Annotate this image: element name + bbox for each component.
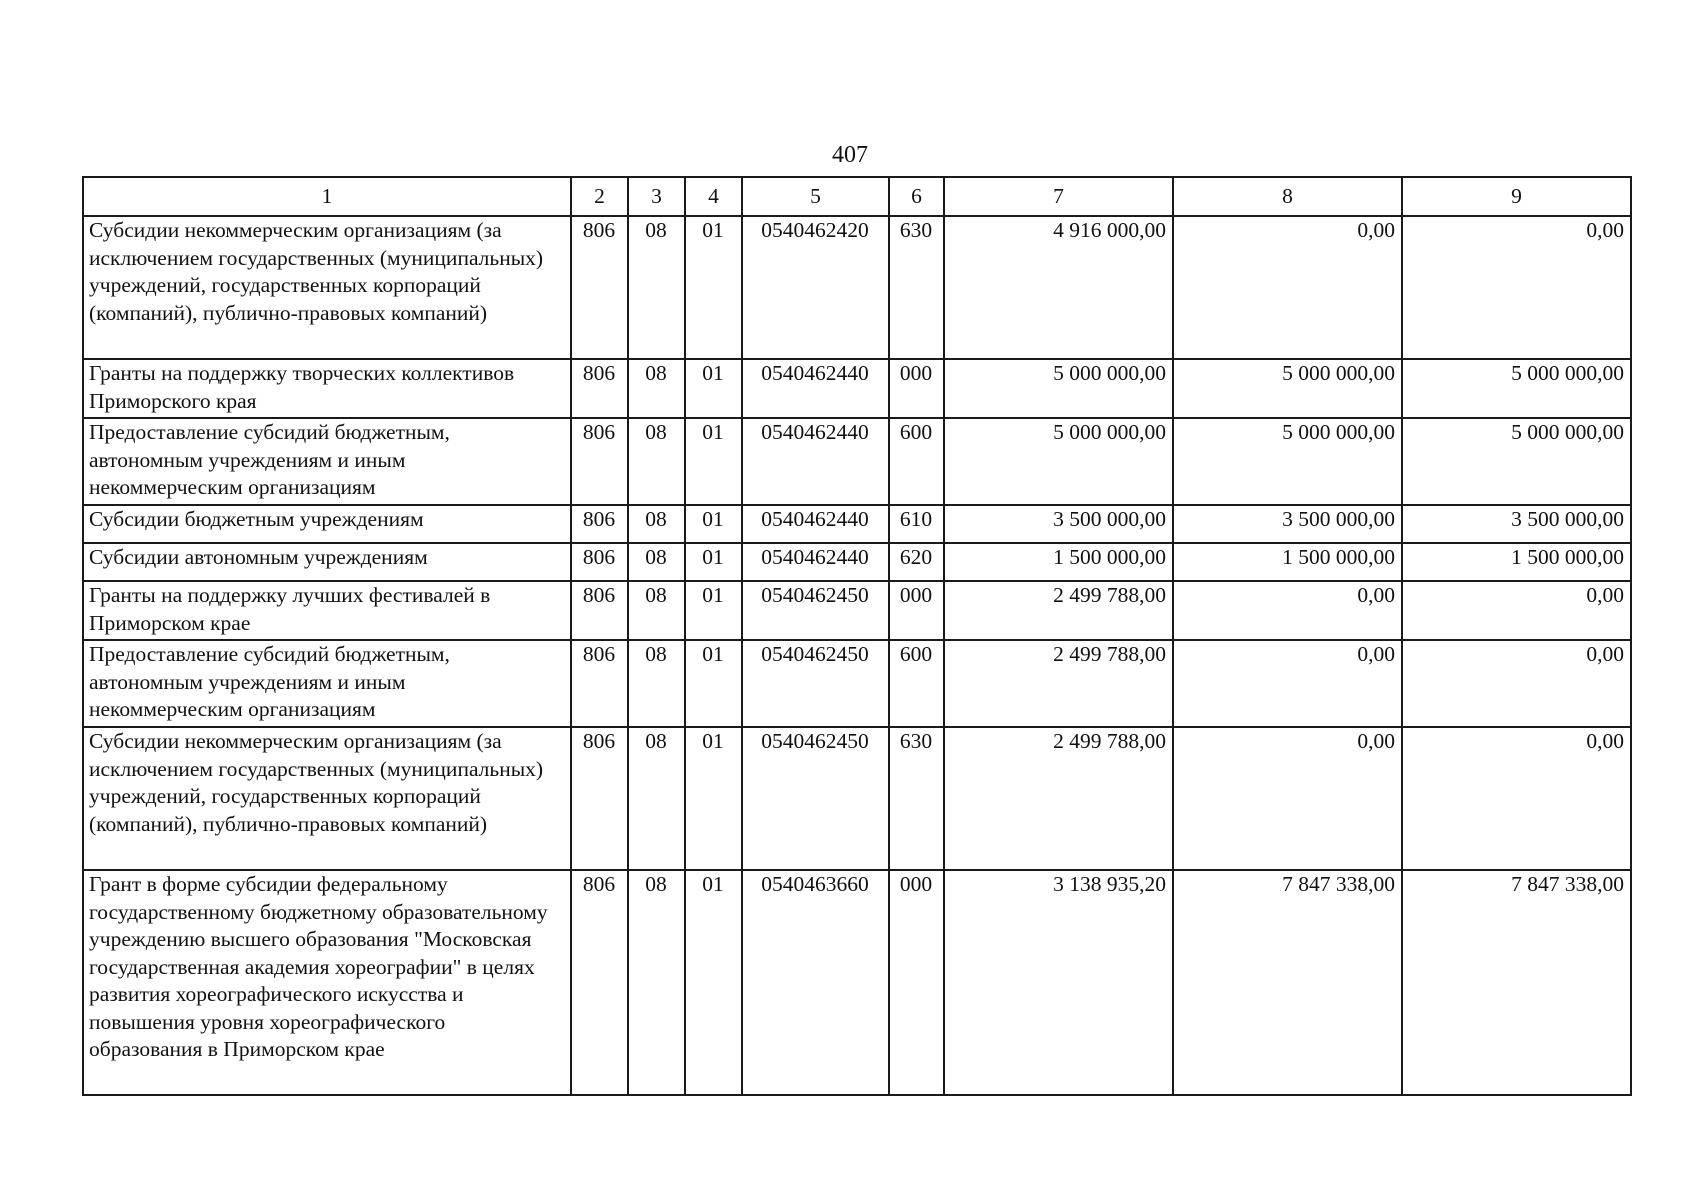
- table-row: [83, 359, 1631, 418]
- target-article-code: 0540463660: [742, 870, 889, 1095]
- expense-type-code: 000: [889, 359, 944, 418]
- ministry-code: 806: [571, 543, 628, 581]
- target-article-code: 0540462440: [742, 505, 889, 543]
- target-article-code: 0540462450: [742, 640, 889, 727]
- section-code: 08: [628, 216, 685, 359]
- column-header: 3: [628, 177, 685, 216]
- subsection-code: 01: [685, 505, 742, 543]
- section-code: 08: [628, 418, 685, 505]
- amount-col-7: 1 500 000,00: [944, 543, 1173, 581]
- amount-col-9: 0,00: [1402, 727, 1631, 870]
- ministry-code: 806: [571, 216, 628, 359]
- amount-col-9: 3 500 000,00: [1402, 505, 1631, 543]
- expense-type-code: 000: [889, 870, 944, 1095]
- subsection-code: 01: [685, 581, 742, 640]
- subsection-code: 01: [685, 359, 742, 418]
- section-code: 08: [628, 505, 685, 543]
- row-description: Предоставление субсидий бюджетным, автономным учреждениям и иным некоммерческим организациям: [83, 640, 571, 727]
- ministry-code: 806: [571, 640, 628, 727]
- column-header: 4: [685, 177, 742, 216]
- amount-col-8: 5 000 000,00: [1173, 359, 1402, 418]
- amount-col-8: 0,00: [1173, 727, 1402, 870]
- expense-type-code: 630: [889, 727, 944, 870]
- target-article-code: 0540462450: [742, 581, 889, 640]
- row-description: Гранты на поддержку лучших фестивалей в Приморском крае: [83, 581, 571, 640]
- table-row: [83, 870, 1631, 1095]
- expense-type-code: 630: [889, 216, 944, 359]
- row-description: Предоставление субсидий бюджетным, автономным учреждениям и иным некоммерческим организациям: [83, 418, 571, 505]
- subsection-code: 01: [685, 216, 742, 359]
- table-row: [83, 640, 1631, 727]
- subsection-code: 01: [685, 418, 742, 505]
- amount-col-7: 5 000 000,00: [944, 418, 1173, 505]
- subsection-code: 01: [685, 727, 742, 870]
- section-code: 08: [628, 543, 685, 581]
- amount-col-9: 0,00: [1402, 216, 1631, 359]
- row-description: Субсидии бюджетным учреждениям: [83, 505, 571, 543]
- ministry-code: 806: [571, 505, 628, 543]
- column-header: 8: [1173, 177, 1402, 216]
- amount-col-9: 5 000 000,00: [1402, 359, 1631, 418]
- page-number: 407: [832, 142, 868, 168]
- row-description: Грант в форме субсидии федеральному государственному бюджетному образовательному учреждению высшего образования "Московская государственная академия хореографии" в целях развития хореографического искусства и повышения уровня хореографического образования в Приморском крае: [83, 870, 571, 1095]
- table-row: [83, 581, 1631, 640]
- ministry-code: 806: [571, 581, 628, 640]
- ministry-code: 806: [571, 418, 628, 505]
- section-code: 08: [628, 727, 685, 870]
- ministry-code: 806: [571, 870, 628, 1095]
- ministry-code: 806: [571, 359, 628, 418]
- amount-col-7: 3 500 000,00: [944, 505, 1173, 543]
- amount-col-9: 1 500 000,00: [1402, 543, 1631, 581]
- section-code: 08: [628, 640, 685, 727]
- amount-col-9: 0,00: [1402, 640, 1631, 727]
- row-description: Субсидии автономным учреждениям: [83, 543, 571, 581]
- subsection-code: 01: [685, 640, 742, 727]
- column-header: 9: [1402, 177, 1631, 216]
- table-row: [83, 418, 1631, 505]
- expense-type-code: 610: [889, 505, 944, 543]
- table-row: [83, 727, 1631, 870]
- amount-col-8: 5 000 000,00: [1173, 418, 1402, 505]
- amount-col-8: 3 500 000,00: [1173, 505, 1402, 543]
- target-article-code: 0540462440: [742, 418, 889, 505]
- column-header: 5: [742, 177, 889, 216]
- column-header: 6: [889, 177, 944, 216]
- subsection-code: 01: [685, 870, 742, 1095]
- expense-type-code: 620: [889, 543, 944, 581]
- section-code: 08: [628, 581, 685, 640]
- amount-col-8: 0,00: [1173, 640, 1402, 727]
- target-article-code: 0540462440: [742, 543, 889, 581]
- column-header: 1: [83, 177, 571, 216]
- target-article-code: 0540462440: [742, 359, 889, 418]
- section-code: 08: [628, 870, 685, 1095]
- subsection-code: 01: [685, 543, 742, 581]
- table-header-row: [83, 177, 1631, 216]
- row-description: Гранты на поддержку творческих коллективов Приморского края: [83, 359, 571, 418]
- amount-col-7: 5 000 000,00: [944, 359, 1173, 418]
- expense-type-code: 000: [889, 581, 944, 640]
- expense-type-code: 600: [889, 418, 944, 505]
- amount-col-7: 2 499 788,00: [944, 727, 1173, 870]
- budget-table: [82, 176, 1632, 1096]
- amount-col-8: 1 500 000,00: [1173, 543, 1402, 581]
- amount-col-7: 4 916 000,00: [944, 216, 1173, 359]
- table-row: [83, 216, 1631, 359]
- table-row: [83, 505, 1631, 543]
- row-description: Субсидии некоммерческим организациям (за исключением государственных (муниципальных) учреждений, государственных корпораций (компаний), публично-правовых компаний): [83, 727, 571, 870]
- column-header: 2: [571, 177, 628, 216]
- amount-col-9: 7 847 338,00: [1402, 870, 1631, 1095]
- amount-col-9: 0,00: [1402, 581, 1631, 640]
- target-article-code: 0540462420: [742, 216, 889, 359]
- amount-col-8: 0,00: [1173, 216, 1402, 359]
- amount-col-7: 3 138 935,20: [944, 870, 1173, 1095]
- target-article-code: 0540462450: [742, 727, 889, 870]
- amount-col-7: 2 499 788,00: [944, 640, 1173, 727]
- amount-col-9: 5 000 000,00: [1402, 418, 1631, 505]
- column-header: 7: [944, 177, 1173, 216]
- row-description: Субсидии некоммерческим организациям (за исключением государственных (муниципальных) учреждений, государственных корпораций (компаний), публично-правовых компаний): [83, 216, 571, 359]
- table-row: [83, 543, 1631, 581]
- amount-col-7: 2 499 788,00: [944, 581, 1173, 640]
- amount-col-8: 0,00: [1173, 581, 1402, 640]
- ministry-code: 806: [571, 727, 628, 870]
- section-code: 08: [628, 359, 685, 418]
- amount-col-8: 7 847 338,00: [1173, 870, 1402, 1095]
- expense-type-code: 600: [889, 640, 944, 727]
